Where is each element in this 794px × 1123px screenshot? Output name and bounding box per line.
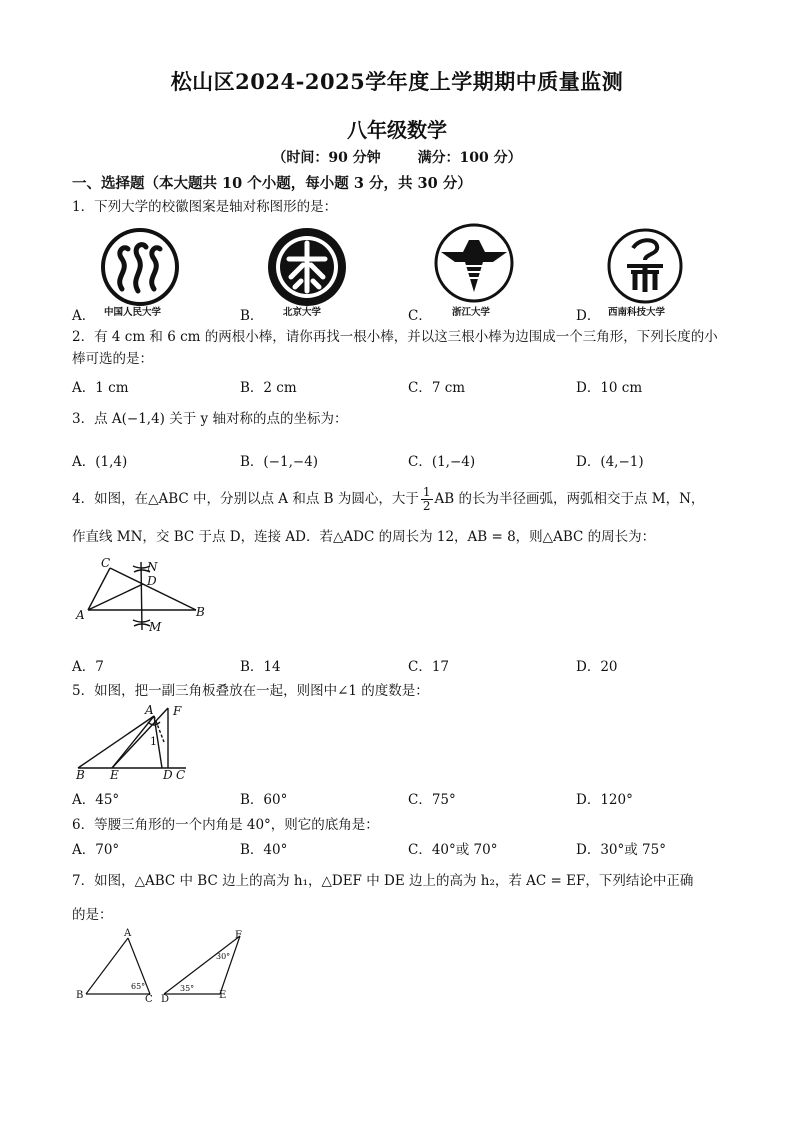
logo-swust-icon [605, 226, 685, 306]
q2-text-line1: 2．有 4 cm 和 6 cm 的两根小棒，请你再找一根小棒，并以这三根小棒为边围成一个三角形，下列长度的小 [72, 329, 718, 345]
q7-text-line1: 7．如图，△ABC 中 BC 边上的高为 h₁，△DEF 中 DE 边上的高为 h₂，若 AC = EF，下列结论中正确 [72, 873, 694, 889]
q4-label-n: N [147, 560, 158, 574]
q3-option-b: B．(−1,−4) [240, 454, 319, 470]
q4-label-a: A [76, 608, 85, 622]
q4-label-m: M [149, 620, 162, 634]
q7-label-angle-f: 30° [216, 952, 231, 961]
exam-subtitle: 八年级数学 [347, 118, 447, 142]
q2-option-d: D．10 cm [576, 380, 643, 396]
q1-option-d: D． [576, 308, 601, 324]
q6-option-b: B．40° [240, 842, 288, 858]
logo-zhejiang-icon [433, 222, 515, 304]
q5-option-a: A．45° [72, 792, 120, 808]
q5-option-b: B．60° [240, 792, 288, 808]
exam-time: （时间：90 分钟 [272, 150, 381, 166]
exam-title: 松山区2024-2025学年度上学期期中质量监测 [170, 69, 624, 94]
q2-option-b: B．2 cm [240, 380, 297, 396]
q5-figure [72, 702, 202, 774]
q3-option-d: D．(4,−1) [576, 454, 644, 470]
q3-option-c: C．(1,−4) [408, 454, 476, 470]
q5-label-f: F [173, 704, 182, 718]
q1-caption-b: 北京大学 [283, 307, 322, 318]
q7-label-b: B [76, 990, 84, 1001]
q1-option-c: C． [408, 308, 432, 324]
exam-score: 满分：100 分） [417, 150, 522, 166]
q1-caption-d: 西南科技大学 [608, 307, 666, 318]
q4-text-line2: 作直线 MN，交 BC 于点 D，连接 AD．若△ADC 的周长为 12，AB = 8，则△ABC 的周长为： [72, 529, 656, 545]
q7-label-e: E [219, 990, 227, 1001]
q6-option-a: A．70° [72, 842, 120, 858]
q3-text: 3．点 A(−1,4) 关于 y 轴对称的点的坐标为： [72, 411, 348, 427]
logo-renmin-icon [100, 227, 180, 307]
q2-option-a: A．1 cm [72, 380, 129, 396]
q5-option-d: D．120° [576, 792, 633, 808]
q4-fraction: $\frac{1}{2}$ [422, 485, 431, 513]
q7-text-line2: 的是： [72, 907, 113, 923]
q6-text: 6．等腰三角形的一个内角是 40°，则它的底角是： [72, 817, 379, 833]
q3-option-a: A．(1,4) [72, 454, 128, 470]
q5-label-angle1: 1 [150, 735, 157, 748]
q5-option-c: C．75° [408, 792, 456, 808]
q1-caption-c: 浙江大学 [452, 307, 491, 318]
q4-option-b: B．14 [240, 659, 281, 675]
q5-label-d: D [163, 768, 173, 782]
logo-peking-icon [265, 225, 349, 309]
q5-label-e: E [110, 768, 119, 782]
q4-option-a: A．7 [72, 659, 104, 675]
q7-label-d: D [161, 994, 170, 1005]
q5-label-b: B [76, 768, 85, 782]
q7-label-angle-c: 65° [131, 982, 146, 991]
q2-option-c: C．7 cm [408, 380, 466, 396]
q1-caption-a: 中国人民大学 [104, 307, 162, 318]
q4-label-d: D [147, 574, 157, 588]
q7-label-f: F [235, 930, 242, 941]
q4-option-c: C．17 [408, 659, 450, 675]
q2-text-line2: 棒可选的是： [72, 351, 153, 367]
q7-label-angle-d: 35° [180, 984, 195, 993]
q6-option-c: C．40°或 70° [408, 842, 498, 858]
q5-text: 5．如图，把一副三角板叠放在一起，则图中∠1 的度数是： [72, 683, 429, 699]
q4-text-line1: 4．如图，在△ABC 中，分别以点 A 和点 B 为圆心，大于 $\frac{1}{2}$ AB 的长为半径画弧，两弧相交于点 M，N， [72, 485, 705, 513]
q4-option-d: D．20 [576, 659, 618, 675]
q4-label-c: C [101, 556, 111, 570]
q7-label-c: C [145, 994, 153, 1005]
q1-option-b: B． [240, 308, 264, 324]
q4-label-b: B [196, 605, 205, 619]
q5-label-a: A [145, 703, 154, 717]
section-heading: 一、选择题（本大题共 10 个小题，每小题 3 分，共 30 分） [72, 175, 472, 192]
q5-label-c: C [176, 768, 186, 782]
q6-option-d: D．30°或 75° [576, 842, 666, 858]
q4-figure [70, 556, 220, 636]
q7-label-a: A [124, 928, 132, 939]
q1-option-a: A． [72, 308, 96, 324]
q1-text: 1．下列大学的校徽图案是轴对称图形的是： [72, 199, 338, 215]
exam-info [0, 147, 794, 167]
